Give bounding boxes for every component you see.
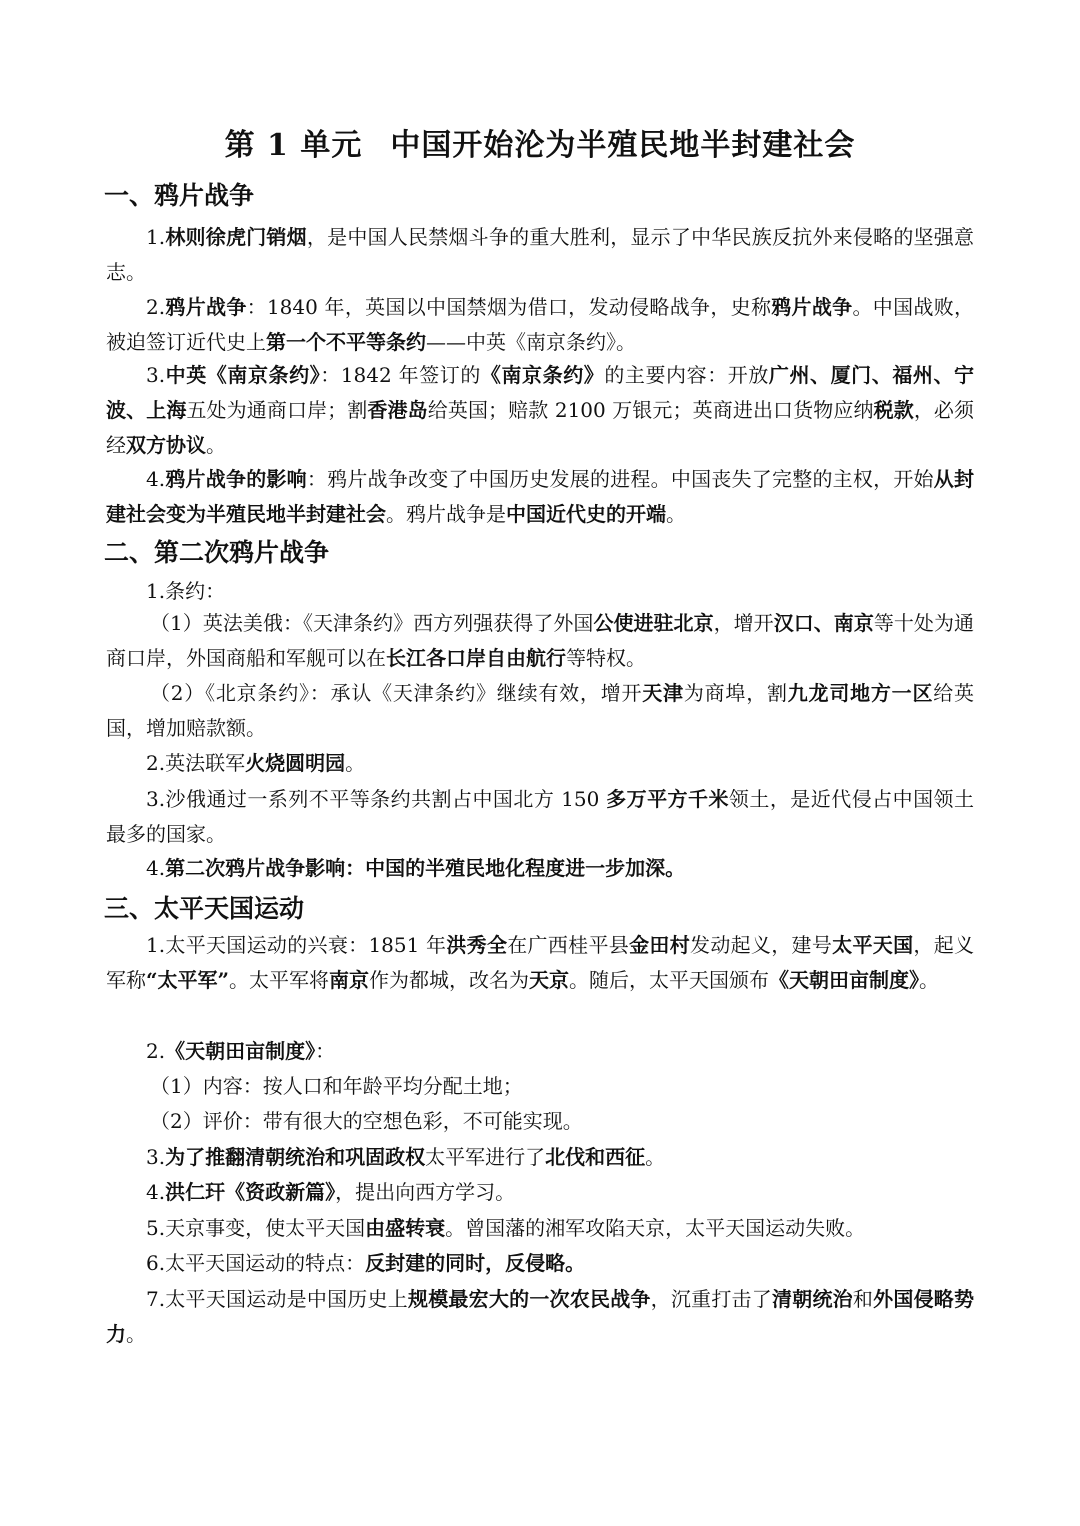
body-text: ：鸦片战争改变了中国历史发展的进程。中国丧失了完整的主权，开始 (306, 467, 934, 491)
body-text: ：1840 年，英国以中国禁烟为借口，发动侵略战争，史称 (246, 295, 772, 319)
section-heading-second-opium-war: 二、第二次鸦片战争 (104, 538, 330, 567)
emphasis-text: 南京 (329, 968, 370, 992)
body-text: 。 (666, 502, 686, 526)
body-text: 4. (146, 1180, 166, 1204)
emphasis-text: 外国侵略势力 (106, 1287, 975, 1346)
emphasis-text: 洪仁玕《资政新篇》 (165, 1180, 336, 1204)
emphasis-text: 公使进驻北京 (593, 611, 714, 635)
body-text: 2. (146, 295, 166, 319)
body-text: ——中英《南京条约》。 (426, 330, 636, 354)
emphasis-text: 火烧圆明园 (245, 751, 346, 775)
body-text: 在广西桂平县 (507, 933, 630, 957)
paragraph (106, 1034, 974, 1069)
section-heading-taiping: 三、太平天国运动 (104, 894, 305, 923)
body-text: 等十处为通商口岸，外国商船和军舰可以在 (106, 611, 974, 670)
paragraph (106, 1104, 974, 1139)
body-text: ，必须经 (106, 398, 975, 457)
body-text: 。 (645, 1145, 666, 1169)
body-text: 发动起义，建号 (690, 933, 833, 957)
body-text: 1.条约： (146, 579, 226, 603)
emphasis-text: 由盛转衰 (365, 1216, 446, 1240)
body-text: （1）英法美俄：《天津条约》西方列强获得了外国 (150, 611, 594, 635)
body-text: ： (315, 1039, 336, 1063)
paragraph (106, 1069, 974, 1104)
paragraph (106, 1211, 974, 1246)
emphasis-text: 北伐和西征 (545, 1145, 646, 1169)
body-text: 7.太平天国运动是中国历史上 (146, 1287, 408, 1311)
emphasis-text: 鸦片战争的影响 (165, 467, 307, 491)
body-text: 。太平军将 (229, 968, 330, 992)
body-text: 2.英法联军 (146, 751, 246, 775)
body-text: 1. (146, 225, 166, 249)
paragraph (106, 1175, 974, 1210)
body-text: 太平军进行了 (425, 1145, 546, 1169)
body-text: 等特权。 (566, 646, 646, 670)
emphasis-text: 洪秀全 (446, 933, 508, 957)
body-text: 3. (146, 1145, 166, 1169)
paragraph (106, 290, 974, 360)
body-text: 。随后，太平天国颁布 (569, 968, 770, 992)
body-text: （2）《北京条约》：承认《天津条约》继续有效，增开 (150, 681, 643, 705)
body-text: ：1842 年签订的 (320, 363, 481, 387)
emphasis-text: 香港岛 (367, 398, 428, 422)
paragraph (106, 928, 974, 998)
emphasis-text: 鸦片战争 (771, 295, 853, 319)
body-text: ，增开 (713, 611, 774, 635)
section-heading-opium-war: 一、鸦片战争 (104, 181, 255, 210)
body-text: 给英国；赔款 2100 万银元；英商进出口货物应纳 (427, 398, 874, 422)
emphasis-text: 天京 (529, 968, 570, 992)
paragraph (106, 851, 974, 886)
body-text: 4. (146, 856, 166, 880)
body-text: ，是中国人民禁烟斗争的重大胜利，显示了中华民族反抗外来侵略的坚强意志。 (106, 225, 974, 284)
emphasis-text: 林则徐虎门销烟 (165, 225, 307, 249)
paragraph (106, 676, 974, 746)
emphasis-text: 长江各口岸自由航行 (386, 646, 566, 670)
emphasis-text: 金田村 (629, 933, 691, 957)
body-text: 为商埠，割 (683, 681, 788, 705)
emphasis-text: 《天朝田亩制度》 (165, 1039, 316, 1063)
body-text: ，提出向西方学习。 (335, 1180, 516, 1204)
emphasis-text: 广州、厦门、福州、宁波、上海 (106, 363, 975, 422)
emphasis-text: “太平军” (146, 968, 230, 992)
body-text: 。鸦片战争是 (386, 502, 506, 526)
emphasis-text: 反封建的同时，反侵略。 (365, 1251, 586, 1275)
emphasis-text: 多万平方千米 (606, 787, 729, 811)
body-text: 2. (146, 1039, 166, 1063)
emphasis-text: 清朝统治 (772, 1287, 853, 1311)
paragraph (106, 462, 974, 532)
body-text: 3. (146, 363, 166, 387)
body-text: ，起义军称 (106, 933, 975, 992)
paragraph (106, 1246, 974, 1281)
emphasis-text: 税款 (873, 398, 914, 422)
body-text: 1.太平天国运动的兴衰：1851 年 (146, 933, 447, 957)
body-text: 领土，是近代侵占中国领土最多的国家。 (106, 787, 975, 846)
emphasis-text: 太平天国 (832, 933, 914, 957)
paragraph (106, 220, 974, 290)
body-text: 6.太平天国运动的特点： (146, 1251, 366, 1275)
paragraph (106, 746, 974, 781)
body-text: （1）内容：按人口和年龄平均分配土地； (150, 1074, 523, 1098)
emphasis-text: 规模最宏大的一次农民战争 (407, 1287, 651, 1311)
body-text: 3.沙俄通过一系列不平等条约共割占中国北方 150 (146, 787, 607, 811)
emphasis-text: 从封建社会变为半殖民地半封建社会 (106, 467, 975, 526)
emphasis-text: 《天朝田亩制度》 (769, 968, 920, 992)
paragraph (106, 1140, 974, 1175)
body-text: ，沉重打击了 (650, 1287, 772, 1311)
body-text: 给英国，增加赔款额。 (106, 681, 975, 740)
unit-label: 第 1 单元 (224, 128, 363, 164)
body-text: 。 (919, 968, 940, 992)
body-text: 。曾国藩的湘军攻陷天京，太平天国运动失败。 (445, 1216, 866, 1240)
body-text: 。 (126, 1322, 146, 1346)
paragraph (106, 606, 974, 676)
body-text: 五处为通商口岸；割 (186, 398, 368, 422)
paragraph (106, 574, 974, 609)
body-text: 。 (345, 751, 366, 775)
paragraph (106, 1282, 974, 1352)
body-text: 。中国战败，被迫签订近代史上 (106, 295, 975, 354)
body-text: 的主要内容：开放 (604, 363, 769, 387)
body-text: 4. (146, 467, 166, 491)
body-text: 和 (852, 1287, 874, 1311)
emphasis-text: 《南京条约》 (480, 363, 605, 387)
emphasis-text: 第一个不平等条约 (266, 330, 426, 354)
emphasis-text: 第二次鸦片战争影响：中国的半殖民地化程度进一步加深。 (165, 856, 686, 880)
body-text: 作为都城，改名为 (369, 968, 530, 992)
page-title (0, 120, 1080, 164)
body-text: 5.天京事变，使太平天国 (146, 1216, 366, 1240)
emphasis-text: 为了推翻清朝统治和巩固政权 (165, 1145, 426, 1169)
paragraph (106, 782, 974, 852)
emphasis-text: 中国近代史的开端 (506, 502, 666, 526)
body-text: （2）评价：带有很大的空想色彩，不可能实现。 (150, 1109, 583, 1133)
emphasis-text: 鸦片战争 (165, 295, 247, 319)
title-text: 中国开始沦为半殖民地半封建社会 (390, 128, 856, 164)
emphasis-text: 九龙司地方一区 (787, 681, 934, 705)
emphasis-text: 汉口、南京 (773, 611, 874, 635)
paragraph (106, 358, 974, 463)
body-text: 。 (206, 433, 226, 457)
emphasis-text: 天津 (642, 681, 684, 705)
emphasis-text: 中英《南京条约》 (165, 363, 321, 387)
emphasis-text: 双方协议 (126, 433, 206, 457)
